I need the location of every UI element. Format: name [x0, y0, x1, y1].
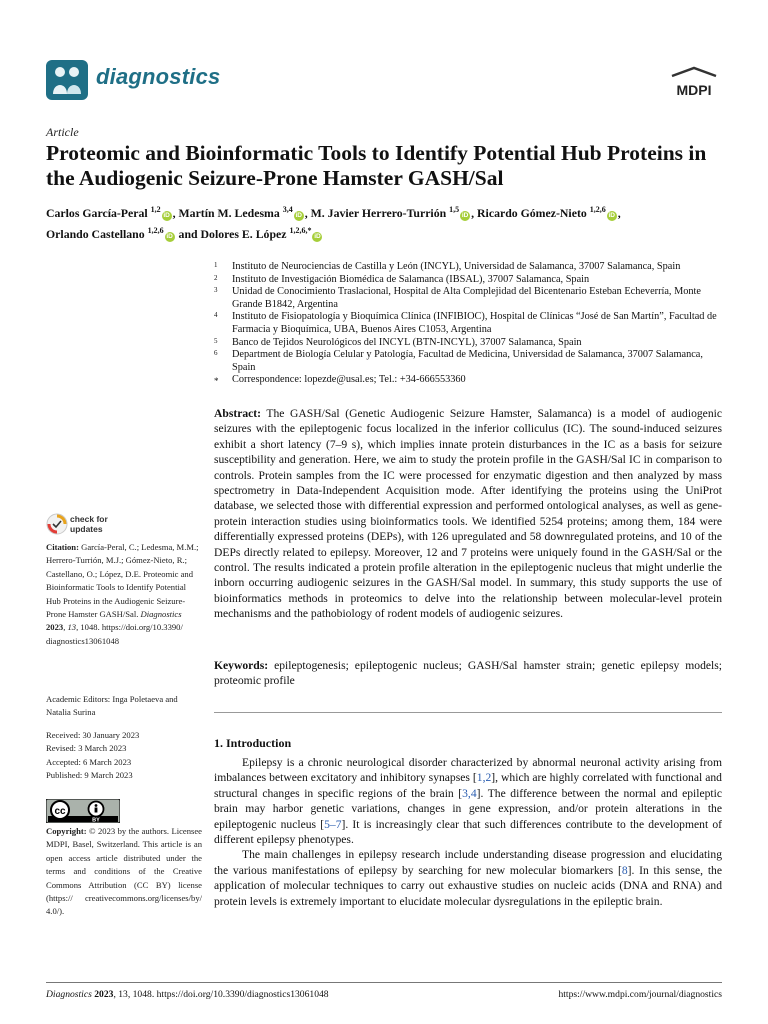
- affiliation-text: Correspondence: lopezde@usal.es; Tel.: +34-666553360: [232, 374, 466, 386]
- citation-link[interactable]: 5–7: [324, 817, 342, 831]
- copyright-label: Copyright:: [46, 826, 87, 836]
- check-updates-icon: [46, 513, 68, 535]
- affiliation-item: [214, 261, 724, 274]
- author-name[interactable]: Carlos García-Peral: [46, 205, 148, 220]
- orcid-icon[interactable]: iD: [166, 232, 173, 240]
- citation-text: García-Peral, C.; Ledesma, M.M.; Herrero-Turrión, M.J.; Gómez-Nieto, R.; Castellano, O.; López, D.E. Proteomic and Bioinformatic Tools to Identify Potential Hub Proteins in the Audiogenic Seizure-Prone Hamster GASH/Sal.: [46, 542, 199, 620]
- orcid-icon[interactable]: iD: [608, 211, 615, 219]
- abstract-label: Abstract:: [214, 407, 262, 420]
- introduction-body: [214, 755, 722, 909]
- citation-label: Citation:: [46, 542, 79, 552]
- author-separator: ,: [471, 205, 478, 220]
- orcid-icon[interactable]: iD: [314, 232, 321, 240]
- author-separator: and: [175, 226, 201, 241]
- orcid-icon[interactable]: iD: [295, 211, 302, 219]
- article-type: Article: [46, 125, 79, 139]
- date-received: Received: 30 January 2023: [46, 730, 140, 740]
- check-updates-line2: updates: [70, 523, 103, 534]
- affiliation-text: Banco de Tejidos Neurológicos del INCYL (BTN-INCYL), 37007 Salamanca, Spain: [232, 336, 582, 348]
- affiliation-text: Unidad de Conocimiento Traslacional, Hospital de Alta Complejidad del Bicentenario Esteban Echeverría, Monte Grande B1842, Argentina: [232, 286, 701, 310]
- mdpi-logo-text: MDPI: [676, 82, 712, 98]
- affiliation-number: 3: [214, 286, 218, 295]
- author-affiliation-sup: 3,4: [282, 205, 293, 214]
- affiliation-item: [214, 311, 724, 336]
- date-accepted: Accepted: 6 March 2023: [46, 756, 132, 767]
- mdpi-logo-icon[interactable]: [666, 66, 722, 102]
- author-separator: ,: [617, 205, 621, 220]
- affiliation-text: Instituto de Fisiopatología y Bioquímica Clínica (INFIBIOC), Hospital de Clínicas “José de San Martín”, Facultad de Farmacia y Bioquímica, UBA, Buenos Aires C1053, Argentina: [232, 311, 717, 335]
- copyright-notice: [46, 825, 202, 919]
- affiliation-item: [214, 374, 724, 387]
- affiliation-number: 4: [214, 311, 218, 320]
- orcid-icon[interactable]: iD: [163, 211, 170, 219]
- affiliation-item: [214, 349, 724, 374]
- citation-link[interactable]: 3,4: [462, 786, 477, 800]
- copyright-text: © 2023 by the authors. Licensee MDPI, Basel, Switzerland. This article is an open access article distributed under the terms and conditions of the Creative Commons Attribution (CC BY) license (https:// creativecommons.org/licenses/by/ 4.0/).: [46, 826, 202, 917]
- author-affiliation-sup: 1,2,6: [147, 225, 164, 235]
- footer-journal-url[interactable]: https://www.mdpi.com/journal/diagnostics: [558, 989, 722, 1000]
- author-name[interactable]: Ricardo Gómez-Nieto: [477, 205, 587, 220]
- affiliation-text: Department de Biología Celular y Patología, Facultad de Medicina, Universidad de Salamanca, 37007 Salamanca, Spain: [232, 349, 703, 373]
- citation-link[interactable]: 8: [621, 863, 628, 877]
- affiliation-number: 1: [214, 261, 218, 269]
- affiliation-item: [214, 286, 724, 311]
- author-affiliation-sup: 1,2,6: [589, 205, 606, 214]
- journal-name[interactable]: diagnostics: [96, 64, 221, 89]
- footer-citation: [46, 989, 329, 1000]
- article-dates: [46, 729, 202, 783]
- svg-text:cc: cc: [54, 806, 66, 817]
- author-name[interactable]: Dolores E. López: [200, 226, 287, 241]
- affiliation-number: 6: [214, 349, 218, 358]
- citation-journal: Diagnostics: [140, 609, 182, 620]
- affiliation-text: Instituto de Neurociencias de Castilla y León (INCYL), Universidad de Salamanca, 37007 Salamanca, Spain: [232, 261, 681, 272]
- footer-journal: Diagnostics: [46, 989, 92, 1000]
- footer-divider: [46, 982, 722, 983]
- citation-link[interactable]: 1,2: [476, 771, 492, 785]
- author-name[interactable]: Orlando Castellano: [46, 226, 145, 241]
- check-for-updates-button[interactable]: [46, 513, 156, 539]
- citation-year: 2023: [46, 622, 64, 633]
- citation-block: Citation: García-Peral, C.; Ledesma, M.M.; Herrero-Turrión, M.J.; Gómez-Nieto, R.; Castellano, O.; López, D.E. Proteomic and Bioinformatic Tools to Identify Potential Hub Proteins in the Audiogenic Seizure-Prone Hamster GASH/Sal. Diagnostics 2023, 13, 1048. https://doi.org/10.3390/ diagnostics13061048: [46, 542, 199, 646]
- affiliation-number: *: [214, 376, 219, 387]
- author-separator: ,: [172, 205, 179, 220]
- check-updates-line1: check for: [70, 514, 108, 524]
- abstract-text: The GASH/Sal (Genetic Audiogenic Seizure Hamster, Salamanca) is a model of audiogenic seizures with the epileptogenic focus localized in the inferior colliculus (IC). The sound-induced seizures exhibit a short latency (7–9 s), which implies innate protein disturbances in the IC as a basis for seizure susceptibility and generation. Here, we aim to study the protein profile in the GASH/Sal IC in comparison to controls. Protein samples from the IC were processed for enzymatic digestion and then analyzed by mass spectrometry in Data-Independent Acquisition mode. After identifying the proteins using the UniProt database, we selected those with differential expression and performed ontological analyses, as well as gene-protein interaction studies using bioinformatics tools. We identified 5254 proteins; among them, 184 were differentially expressed proteins (DEPs), with 126 upregulated and 58 downregulated proteins, and 10 of the DEPs directly related to epilepsy. Moreover, 12 and 7 proteins were uniquely found in the GASH/Sal or the control. The results indicated a protein profile alteration in the epileptogenic nucleus that might underlie the inborn occurring audiogenic seizures in the GASH/Sal model. In summary, this study supports the use of bioinformatics methods in proteomics to delve into the relationship between molecular-level protein mechanisms and the pathobiology of rodent models of audiogenic seizures.: [214, 407, 722, 621]
- article-title: Proteomic and Bioinformatic Tools to Identify Potential Hub Proteins in the Audiogenic Seizure-Prone Hamster GASH/Sal: [46, 141, 707, 190]
- date-revised: Revised: 3 March 2023: [46, 743, 127, 754]
- affiliations: [214, 261, 724, 387]
- date-published: Published: 9 March 2023: [46, 770, 133, 781]
- affiliation-number: 2: [214, 273, 218, 282]
- author-name[interactable]: Martín M. Ledesma: [178, 205, 280, 220]
- keywords-label: Keywords:: [214, 659, 269, 672]
- author-affiliation-sup: 1,2: [150, 205, 161, 214]
- author-separator: ,: [304, 205, 311, 220]
- affiliation-text: Instituto de Investigación Biomédica de Salamanca (IBSAL), 37007 Salamanca, Spain: [232, 273, 590, 285]
- author-affiliation-sup: 1,2,6,*: [289, 225, 312, 235]
- footer-doi[interactable]: 2023, 13, 1048. https://doi.org/10.3390/diagnostics13061048: [94, 989, 329, 1000]
- orcid-icon[interactable]: iD: [461, 211, 469, 219]
- intro-paragraph-2: The main challenges in epilepsy research include understanding disease progression and elucidating the various manifestations of epilepsy by searching for new molecular biomarkers [8]. In this sense, the application of molecular techniques to carry out exhaustive studies on nucleic acids (DNA and RNA) and protein levels is extremely important to elucidate molecular dysregulations in the epileptic brain.: [214, 848, 722, 908]
- abstract: [214, 406, 722, 622]
- section-divider: [214, 712, 722, 713]
- diagnostics-logo-icon: [46, 60, 88, 100]
- intro-paragraph-1: Epilepsy is a chronic neurological disorder characterized by abnormal neuronal activity arising from imbalances between excitatory and inhibitory synapses [1,2], which are highly correlated with functional and structural changes in specific regions of the brain [3,4]. The difference between the normal and epileptic brain may harbor genetic variations, changes in gene expression, and/or protein alterations in the epileptogenic nucleus [5–7]. It is increasingly clear that such differences contribute to the development of different epilepsy phenotypes.: [214, 756, 723, 847]
- keywords: [214, 658, 722, 689]
- academic-editors: Academic Editors: Inga Poletaeva and Natalia Surina: [46, 694, 178, 718]
- cc-badge-text: BY: [92, 817, 100, 823]
- keywords-text: epileptogenesis; epileptogenic nucleus; GASH/Sal hamster strain; genetic epilepsy models; proteomic profile: [214, 659, 722, 688]
- cc-by-license-icon[interactable]: [46, 799, 120, 823]
- affiliation-number: 5: [214, 336, 218, 345]
- author-list: [46, 201, 736, 243]
- author-name[interactable]: M. Javier Herrero-Turrión: [310, 205, 447, 220]
- author-affiliation-sup: 1,5: [449, 205, 460, 214]
- affiliation-item: [214, 274, 724, 287]
- section-heading-introduction: 1. Introduction: [214, 736, 292, 750]
- affiliation-item: [214, 337, 724, 350]
- citation-volume: 13: [67, 622, 77, 633]
- citation-doi[interactable]: , 1048. https://doi.org/10.3390/ diagnostics13061048: [46, 622, 183, 646]
